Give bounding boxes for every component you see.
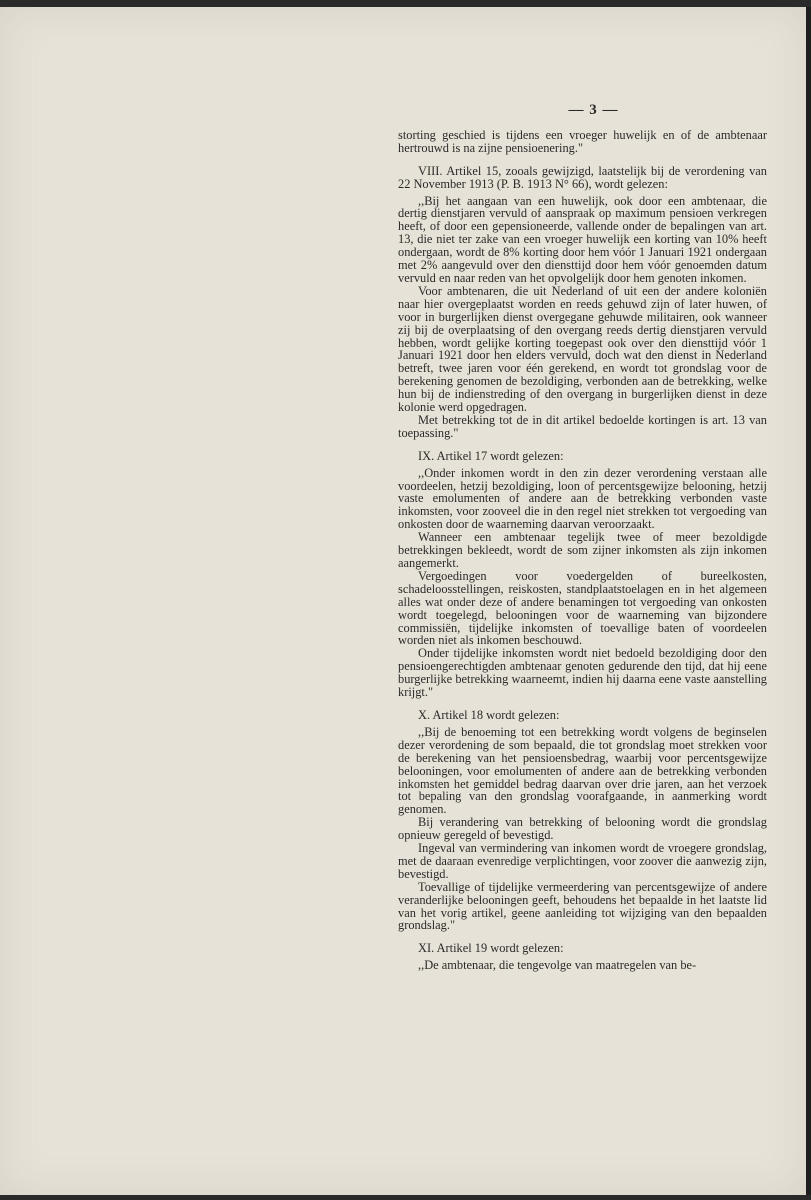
paragraph-continuation: storting geschied is tijdens een vroeger huwelijk en of de ambtenaar hertrouwd is na zijne pensioenering.": [398, 127, 767, 155]
article-xi-paragraph-1: ,,De ambtenaar, die tengevolge van maatregelen van be-: [418, 958, 697, 973]
article-xi-heading: XI. Artikel 19 wordt gelezen:: [418, 941, 564, 956]
article-x-paragraph-1: ,,Bij de benoeming tot een betrekking wordt volgens de beginselen dezer verordening de som bepaald, die tot grondslag moet strekken voor de berekening van het pensioensbedrag, waarbij voor percentsgewijze belooningen, voor emolumenten of andere aan de betrekking verbonden inkomsten het gemiddel bedrag daarvan over drie jaren, aan het verzoek tot bepaling van den grondslag voorafgaande, in aanmerking wordt genomen.: [398, 724, 767, 817]
text-column: [398, 104, 767, 972]
article-ix-paragraph-4: Onder tijdelijke inkomsten wordt niet bedoeld bezoldiging door den pensioengerechtigden ambtenaar genoten gedurende den tijd, dat hij eene burgerlijke betrekking waarneemt, indien hij daarna eene vaste aanstelling krijgt.": [398, 646, 767, 700]
article-viii-heading: VIII. Artikel 15, zooals gewijzigd, laatstelijk bij de verordening van 22 November 1913 (P. B. 1913 N° 66), wordt gelezen:: [398, 163, 767, 191]
article-x-paragraph-4: Toevallige of tijdelijke vermeerdering van percentsgewijze of andere veranderlijke belooningen geeft, behoudens het bepaalde in het laatste lid van het vorig artikel, geene aanleiding tot wijziging van den bepaalden grondslag.": [398, 879, 767, 933]
page-number: — 3 —: [568, 102, 619, 118]
article-viii-paragraph-1: ,,Bij het aangaan van een huwelijk, ook door een ambtenaar, die dertig dienstjaren vervuld of aanspraak op maximum pensioen verkregen heeft, of door een gepensioneerde, vallende onder de bepalingen van art. 13, die niet ter zake van een vroeger huwelijk een korting van 10% heeft ondergaan, wordt de 8% korting door hem vóór 1 Januari 1921 ondergaan met 2% aangevuld over den diensttijd door hem vóór genoemden datum vervuld en naar reden van het opvolgelijk door hem genoten inkomen.: [398, 193, 767, 285]
article-x-paragraph-3: Ingeval van vermindering van inkomen wordt de vroegere grondslag, met de daaraan evenredige verplichtingen, voor zoover die aanwezig zijn, bevestigd.: [398, 841, 767, 881]
article-viii-paragraph-2: Voor ambtenaren, die uit Nederland of uit een der andere koloniën naar hier overgeplaatst worden en reeds gehuwd zijn of later huwen, of voor in burgerlijken dienst overgegane gehuwde militairen, ook wanneer zij bij de overplaatsing of den overgang reeds dertig dienstjaren vervuld hebben, wordt gelijke korting toegepast ook over den diensttijd vóór 1 Januari 1921 door hen elders vervuld, doch wat den dienst in Nederland betreft, twee jaren voor één gerekend, en wordt tot grondslag voor de berekening genomen de bezoldiging, verbonden aan de betrekking, welke hun bij de indienstreding of den overgang in burgerlijken dienst in deze kolonie werd opgedragen.: [398, 283, 767, 415]
document-page: [0, 7, 806, 1195]
page-edge-shadow: [806, 7, 811, 1195]
article-ix-paragraph-2: Wanneer een ambtenaar tegelijk twee of meer bezoldigde betrekkingen bekleedt, wordt de som zijner inkomsten als zijn inkomen aangemerkt.: [398, 530, 767, 570]
article-ix-paragraph-1: ,,Onder inkomen wordt in den zin dezer verordening verstaan alle voordeelen, hetzij bezoldiging, loon of percentsgewijze belooning, hetzij vaste emolumenten of andere aan de betrekking verbonden vaste inkomsten, voor zooveel die in den regel niet strekken tot vergoeding van onkosten door de waarneming daarvan veroorzaakt.: [398, 465, 767, 532]
article-ix-paragraph-3: Vergoedingen voor voedergelden of bureelkosten, schadeloosstellingen, reiskosten, standplaatstoelagen en in het algemeen alles wat onder deze of andere benamingen tot vergoeding van onkosten wordt toegelegd, belooningen voor de waarneming van bijzondere commissiën, tijdelijke inkomsten of toevallige baten of voordeelen worden niet als inkomen beschouwd.: [398, 568, 767, 648]
article-ix-heading: IX. Artikel 17 wordt gelezen:: [418, 448, 564, 463]
article-x-heading: X. Artikel 18 wordt gelezen:: [418, 707, 560, 722]
text-block: [398, 129, 767, 972]
article-viii-paragraph-3: Met betrekking tot de in dit artikel bedoelde kortingen is art. 13 van toepassing.": [398, 412, 767, 440]
article-x-paragraph-2: Bij verandering van betrekking of belooning wordt die grondslag opnieuw geregeld of bevestigd.: [398, 815, 767, 843]
